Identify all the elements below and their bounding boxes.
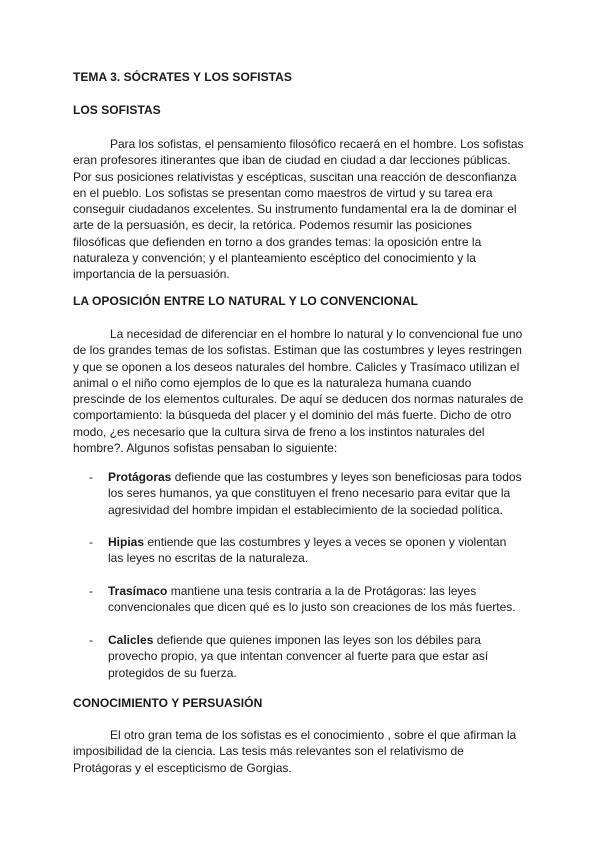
bullet-name: Trasímaco [108,584,168,598]
text-line: defiende que las costumbres y leyes son beneficiosas para todos [171,470,522,484]
list-dash: - [89,470,93,484]
text-line: Para los sofistas, el pensamiento filosófico recaerá en el hombre. Los sofistas [110,137,524,151]
text-line: mantiene una tesis contraria a la de Protágoras: las leyes [167,584,477,598]
text-line: agresividad del hombre impidan el establecimiento de la sociedad política. [108,502,503,517]
text-line: La necesidad de diferenciar en el hombre lo natural y lo convencional fue uno [110,327,523,341]
text-line: conseguir ciudadanos excelentes. Su instrumento fundamental era la de dominar el [73,202,517,217]
text-line: eran profesores itinerantes que iban de ciudad en ciudad a dar lecciones públicas. [73,153,511,168]
text-line: naturaleza y convención; y el planteamiento escéptico del conocimiento y la [73,251,476,266]
bullet-name: Hipias [108,535,145,549]
paragraph-conocimiento [73,727,529,776]
text-line: modo, ¿es necesario que la cultura sirva de freno a los instintos naturales del [73,424,485,439]
text-line: defiende que quienes imponen las leyes son los débiles para [153,633,481,647]
text-line: entiende que las costumbres y leyes a veces se oponen y violentan [144,535,507,549]
section-heading-oposicion: LA OPOSICIÓN ENTRE LO NATURAL Y LO CONVENCIONAL [73,294,419,308]
text-line: Protágoras y el escepticismo de Gorgias. [73,760,292,775]
text-line: arte de la persuasión, es decir, la retórica. Podemos resumir las posiciones [73,218,472,233]
text-line: y que se oponen a los deseos naturales del hombre. Calicles y Trasímaco utilizan el [73,359,520,374]
text-line: protegidos de su fuerza. [108,665,237,680]
paragraph-oposicion [73,326,529,456]
text-line: convencionales que dicen qué es lo justo son creaciones de los más fuertes. [108,600,516,615]
text-line: provecho propio, ya que intentan convencer al fuerte para que estar así [108,649,489,664]
text-line: imposibilidad de la ciencia. Las tesis más relevantes son el relativismo de [73,744,464,759]
text-line: prescinde de los elementos culturales. De aquí se deducen dos normas naturales de [73,392,524,407]
text-line: Por sus posiciones relativistas y escépticas, suscitan una reacción de desconfianza [73,169,517,184]
list-dash: - [89,535,93,549]
section-heading-sofistas: LOS SOFISTAS [73,103,161,117]
text-line: hombre?. Algunos sofistas pensaban lo siguiente: [73,441,338,456]
text-line: los seres humanos, ya que constituyen el freno necesario para evitar que la [108,486,511,501]
text-line: El otro gran tema de los sofistas es el conocimiento , sobre el que afirman la [110,728,517,742]
document-title: TEMA 3. SÓCRATES Y LOS SOFISTAS [73,70,292,84]
text-line: las leyes no escritas de la naturaleza. [108,551,309,566]
section-heading-conocimiento: CONOCIMIENTO Y PERSUASIÓN [73,696,263,710]
text-line: animal o el niño como ejemplos de lo que es la naturaleza humana cuando [73,375,472,390]
text-line: comportamiento: la búsqueda del placer y el dominio del más fuerte. Dicho de otro [73,408,512,423]
bullet-name: Protágoras [108,470,172,484]
text-line: de los grandes temas de los sofistas. Estiman que las costumbres y leyes restringen [73,343,522,358]
list-dash: - [89,584,93,598]
bullet-name: Calicles [108,633,154,647]
text-line: en el pueblo. Los sofistas se presentan como maestros de virtud y su tarea era [73,185,493,200]
text-line: filosóficas que defienden en torno a dos grandes temas: la oposición entre la [73,234,482,249]
list-dash: - [89,633,93,647]
paragraph-sofistas [73,136,529,283]
text-line: importancia de la persuasión. [73,267,230,282]
